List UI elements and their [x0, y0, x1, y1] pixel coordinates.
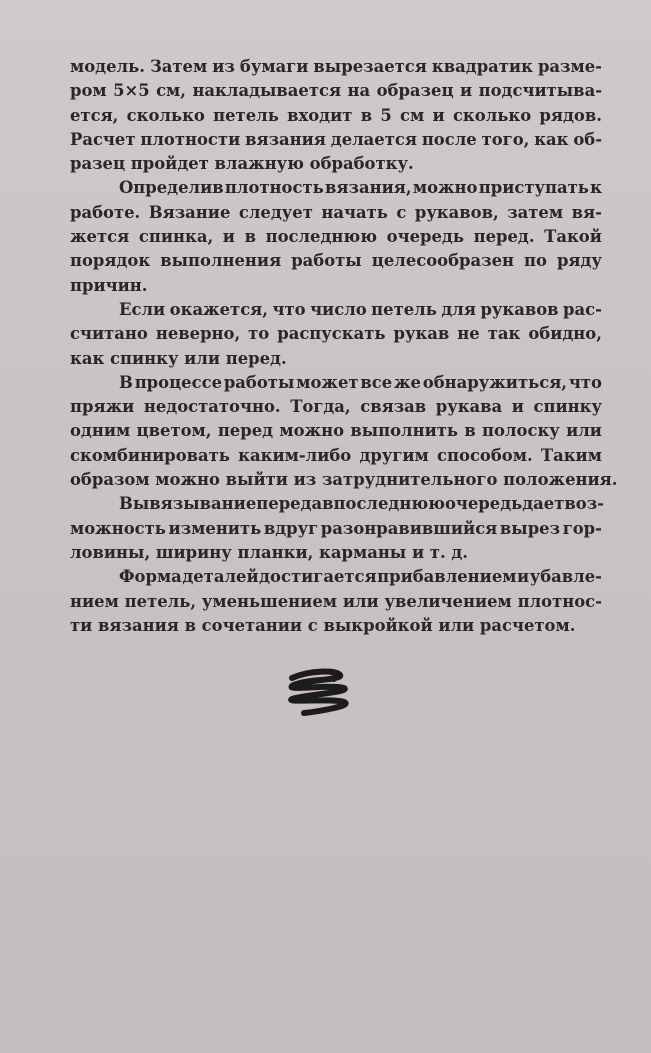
text-line: порядок выполнения работы целесообразен по ряду: [70, 251, 602, 271]
paragraph: [70, 298, 602, 371]
text-line: нием петель, уменьшением или увеличением плотнос-: [70, 591, 602, 611]
text-line: ется, сколько петель входит в 5 см и сколько рядов.: [70, 105, 602, 125]
text-line: одним цветом, перед можно выполнить в полоску или: [70, 421, 602, 441]
paragraph: [70, 492, 602, 565]
text-line: ловины, ширину планки, карманы и т. д.: [70, 542, 469, 562]
text-line: пряжи недостаточно. Тогда, связав рукава и спинку: [70, 397, 602, 417]
text-line: жется спинка, и в последнюю очередь перед. Такой: [70, 227, 602, 247]
scribble-ornament-icon: [282, 668, 354, 718]
text-line: Определив плотность вязания, можно приступать к: [119, 178, 602, 198]
text-line: считано неверно, то распускать рукав не так обидно,: [70, 324, 602, 344]
paragraph: [70, 371, 618, 492]
text-line: как спинку или перед.: [70, 348, 287, 368]
paragraph: [70, 55, 602, 176]
text-line: причин.: [70, 275, 148, 295]
text-line: В процессе работы может все же обнаружиться, что: [119, 372, 602, 392]
text-line: разец пройдет влажную обработку.: [70, 154, 414, 174]
text-line: Вывязывание переда в последнюю очередь дает воз-: [119, 494, 604, 514]
paragraph: [70, 176, 602, 297]
text-line: Форма деталей достигается прибавлением и убавле-: [119, 567, 602, 587]
text-line: Если окажется, что число петель для рукавов рас-: [119, 299, 602, 319]
text-line: работе. Вязание следует начать с рукавов, затем вя-: [70, 202, 602, 222]
text-line: скомбинировать каким-либо другим способом. Таким: [70, 445, 602, 465]
paragraph: [70, 565, 602, 638]
text-line: образом можно выйти из затруднительного положения.: [70, 470, 618, 490]
text-line: ром 5×5 см, накладывается на образец и подсчитыва-: [70, 81, 602, 101]
text-line: можность изменить вдруг разонравившийся вырез гор-: [70, 518, 602, 538]
text-line: Расчет плотности вязания делается после того, как об-: [70, 129, 602, 149]
text-line: модель. Затем из бумаги вырезается квадратик разме-: [70, 57, 602, 76]
body-text: [70, 55, 618, 638]
text-line: ти вязания в сочетании с выкройкой или расчетом.: [70, 615, 576, 635]
